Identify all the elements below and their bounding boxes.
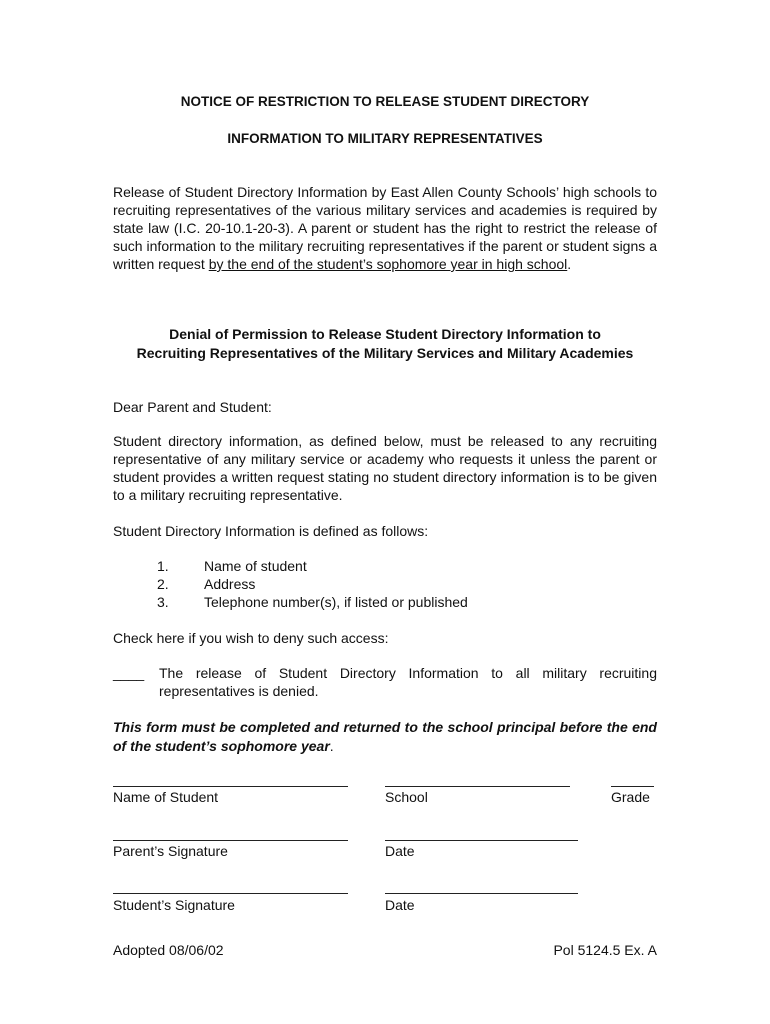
list-item-text: Name of student bbox=[204, 558, 307, 574]
check-blank-field[interactable]: ____ bbox=[113, 665, 145, 681]
notice-text bbox=[113, 718, 657, 756]
grade-label: Grade bbox=[611, 789, 650, 805]
school-label: School bbox=[385, 789, 428, 805]
list-item-text: Address bbox=[204, 576, 256, 592]
parent-signature-line[interactable] bbox=[113, 840, 348, 841]
notice-end: . bbox=[329, 738, 334, 754]
name-of-student-label: Name of Student bbox=[113, 789, 219, 805]
student-date-line[interactable] bbox=[385, 893, 578, 894]
school-line[interactable] bbox=[385, 786, 570, 787]
student-signature-line[interactable] bbox=[113, 893, 348, 894]
intro-text: Release of Student Directory Information by East Allen County Schools’ high schools to recruiting representatives of the various military services and academies is required by state law (I.C. 20-10.1-20-3). A parent or student has the right to restrict the release of such information to the military recruiting representatives if the parent or student signs a written request bbox=[113, 184, 657, 272]
check-prompt: Check here if you wish to deny such access: bbox=[113, 630, 389, 646]
subheading bbox=[80, 325, 690, 363]
list-item-text: Telephone number(s), if listed or published bbox=[204, 594, 468, 610]
list-item-number: 3. bbox=[157, 594, 169, 610]
parent-date-line[interactable] bbox=[385, 840, 578, 841]
salutation: Dear Parent and Student: bbox=[113, 399, 272, 415]
parent-signature-label: Parent’s Signature bbox=[113, 843, 228, 859]
footer-adopted-date: Adopted 08/06/02 bbox=[113, 942, 224, 958]
grade-line[interactable] bbox=[611, 786, 654, 787]
name-of-student-line[interactable] bbox=[113, 786, 348, 787]
parent-date-label: Date bbox=[385, 843, 415, 859]
list-item-number: 1. bbox=[157, 558, 169, 574]
body-paragraph: Student directory information, as defined below, must be released to any recruiting representative of any military service or academy who requests it unless the parent or student provides a written request stating no student directory information is to be given to a military recruiting representative. bbox=[113, 433, 657, 503]
notice-main: This form must be completed and returned to the school principal before the end of the student’s sophomore year bbox=[113, 719, 657, 754]
check-option-text: The release of Student Directory Information to all military recruiting representatives is denied. bbox=[159, 665, 657, 699]
subheading-line-1: Denial of Permission to Release Student Directory Information to bbox=[169, 326, 601, 342]
intro-underlined-deadline: by the end of the student’s sophomore year in high school bbox=[208, 256, 568, 272]
definition-intro: Student Directory Information is defined as follows: bbox=[113, 523, 429, 539]
title-line-2: INFORMATION TO MILITARY REPRESENTATIVES bbox=[227, 131, 543, 146]
student-date-label: Date bbox=[385, 897, 415, 913]
student-signature-label: Student’s Signature bbox=[113, 897, 235, 913]
intro-end: . bbox=[567, 256, 572, 272]
subheading-line-2: Recruiting Representatives of the Military Services and Military Academies bbox=[136, 345, 634, 361]
title-line-1: NOTICE OF RESTRICTION TO RELEASE STUDENT DIRECTORY bbox=[180, 94, 590, 109]
intro-paragraph bbox=[113, 183, 657, 273]
footer-policy-number: Pol 5124.5 Ex. A bbox=[553, 942, 657, 958]
list-item-number: 2. bbox=[157, 576, 169, 592]
